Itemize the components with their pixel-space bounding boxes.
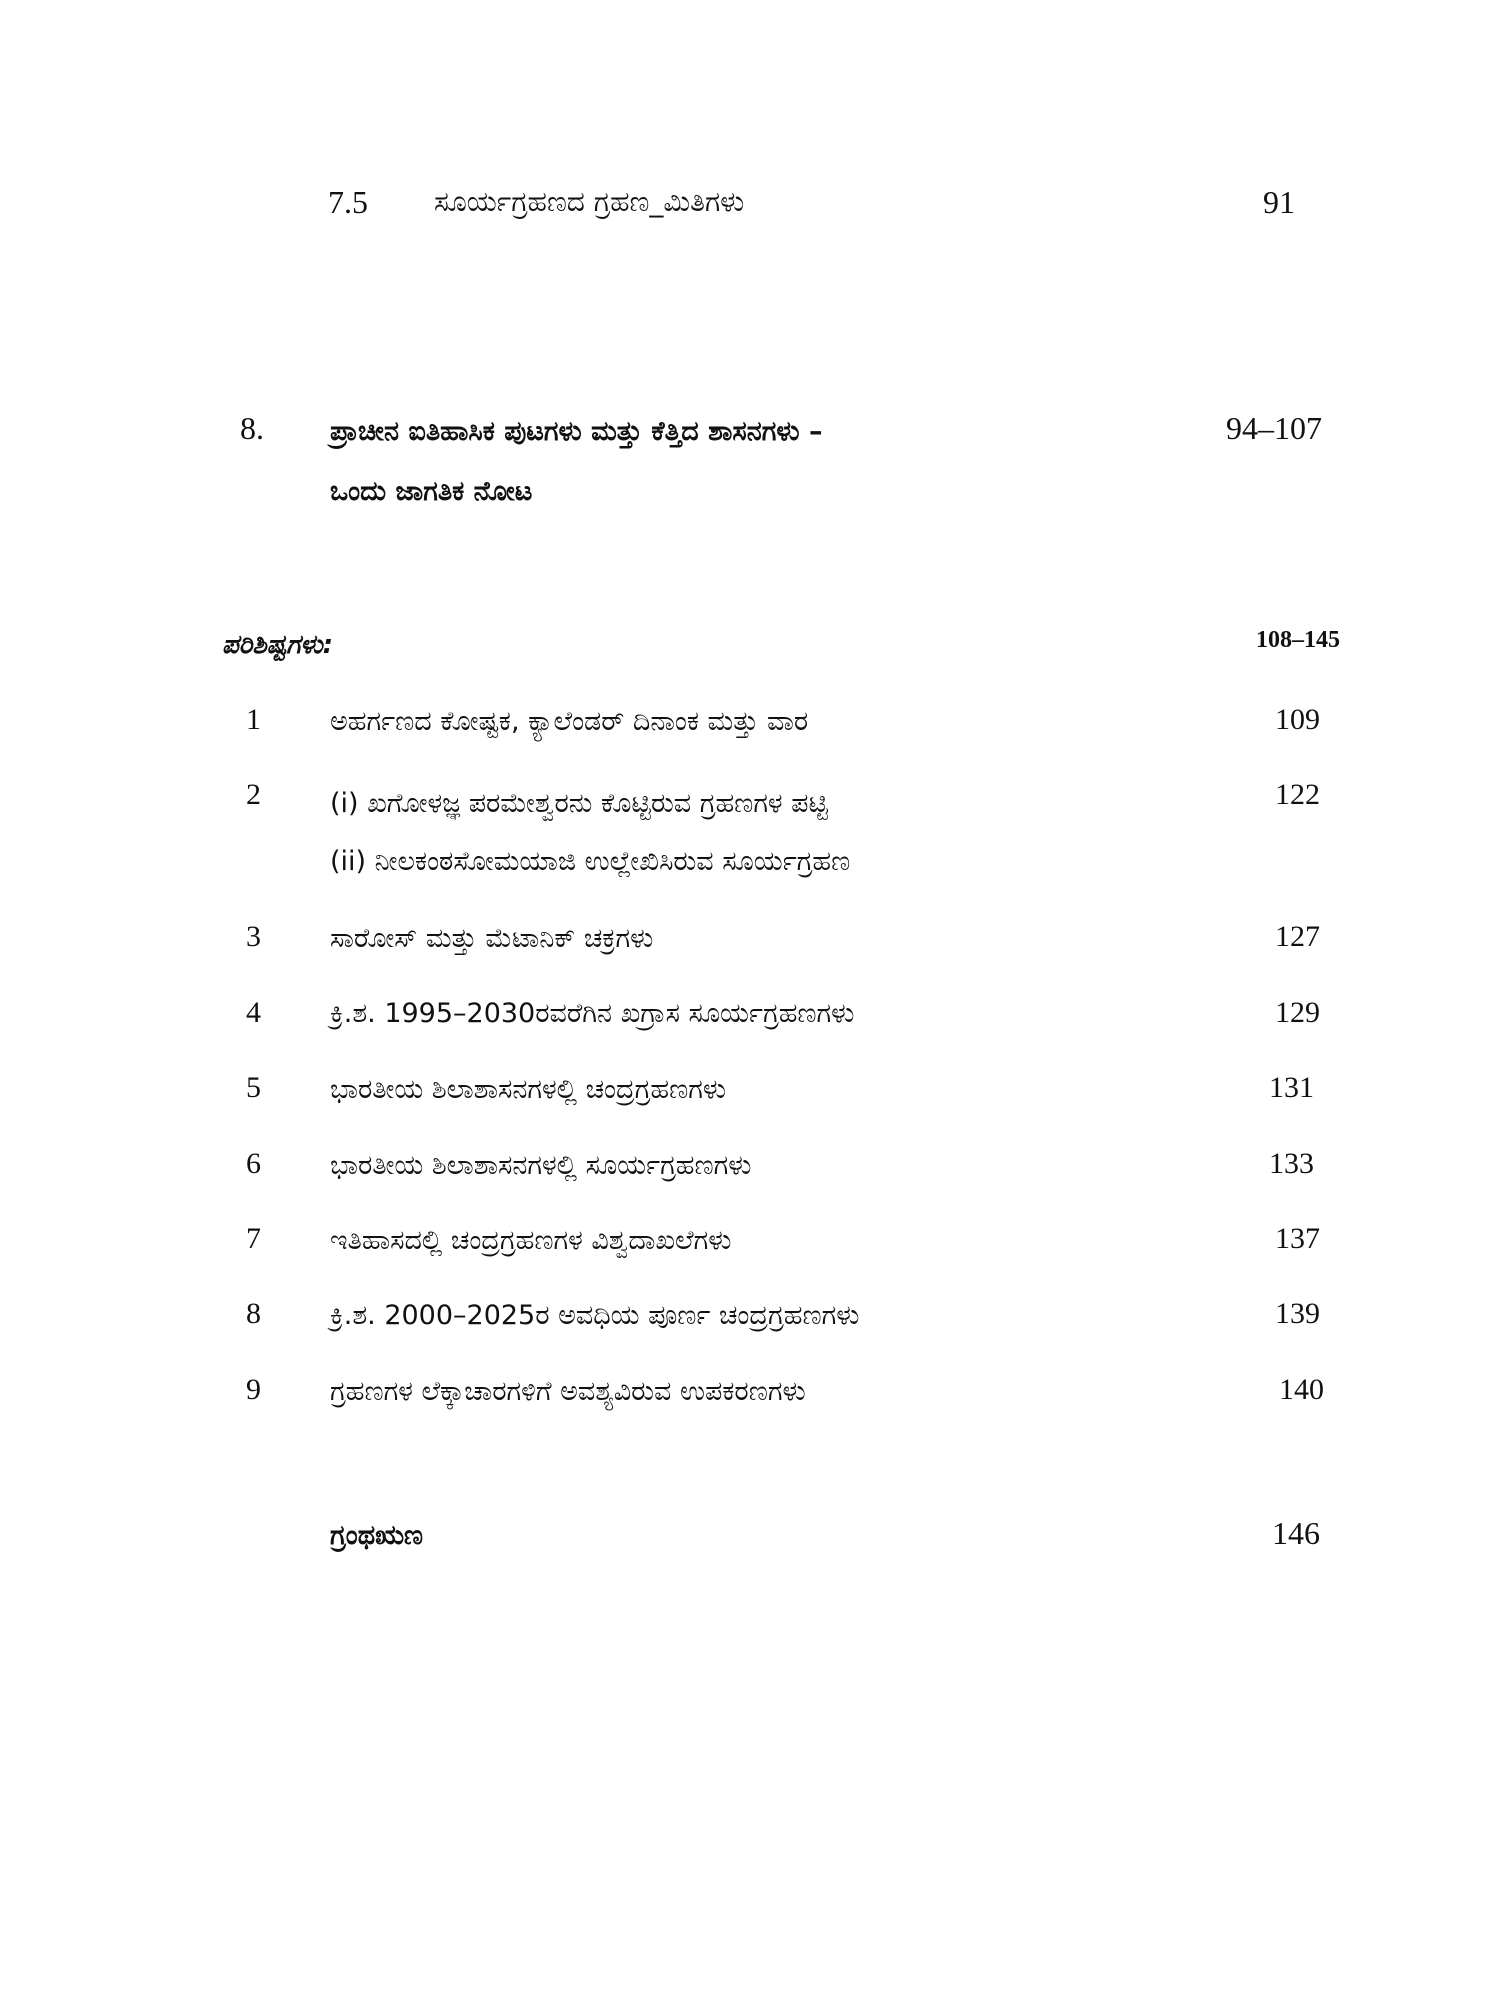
appendix-page: 129 — [1275, 996, 1320, 1029]
bibliography-title: ಗ್ರಂಥಋಣ — [330, 1520, 424, 1551]
appendices-heading: ಪರಿಶಿಷ್ಟಗಳು: — [222, 630, 334, 660]
section-number: 7.5 — [328, 184, 368, 220]
bibliography-page: 146 — [1272, 1515, 1320, 1551]
chapter-title-line2: ಒಂದು ಜಾಗತಿಕ ನೋಟ — [330, 476, 533, 507]
section-title: ಸೂರ್ಯಗ್ರಹಣದ ಗ್ರಹಣ_ಮಿತಿಗಳು — [434, 185, 745, 218]
appendix-number: 9 — [246, 1373, 261, 1406]
appendix-page: 140 — [1279, 1373, 1324, 1406]
appendix-title: (i) ಖಗೋಳಜ್ಞ ಪರಮೇಶ್ವರನು ಕೊಟ್ಟಿರುವ ಗ್ರಹಣಗಳ ಪಟ್ಟಿ — [330, 788, 829, 819]
chapter-number: 8. — [240, 410, 264, 446]
appendix-number: 1 — [246, 703, 261, 736]
appendix-page: 127 — [1275, 920, 1320, 953]
chapter-page: 94–107 — [1226, 410, 1322, 446]
appendix-title-secondary: (ii) ನೀಲಕಂಠಸೋಮಯಾಜಿ ಉಲ್ಲೇಖಿಸಿರುವ ಸೂರ್ಯಗ್ರಹಣ — [330, 846, 851, 877]
appendix-page: 122 — [1275, 778, 1320, 811]
appendix-number: 7 — [246, 1222, 261, 1255]
appendices-page: 108–145 — [1256, 627, 1340, 653]
appendix-title: ಭಾರತೀಯ ಶಿಲಾಶಾಸನಗಳಲ್ಲಿ ಸೂರ್ಯಗ್ರಹಣಗಳು — [330, 1150, 752, 1181]
appendix-title: ಕ್ರಿ.ಶ. 2000–2025ರ ಅವಧಿಯ ಪೂರ್ಣ ಚಂದ್ರಗ್ರಹಣಗಳು — [330, 1300, 860, 1331]
appendix-page: 131 — [1269, 1071, 1314, 1104]
appendix-page: 137 — [1275, 1222, 1320, 1255]
section-page: 91 — [1263, 184, 1295, 220]
appendix-number: 3 — [246, 920, 261, 953]
appendix-number: 6 — [246, 1147, 261, 1180]
appendix-page: 133 — [1269, 1147, 1314, 1180]
appendix-page: 139 — [1275, 1297, 1320, 1330]
appendix-title: ಗ್ರಹಣಗಳ ಲೆಕ್ಕಾಚಾರಗಳಿಗೆ ಅವಶ್ಯವಿರುವ ಉಪಕರಣಗಳು — [330, 1376, 806, 1407]
chapter-title-line1: ಪ್ರಾಚೀನ ಐತಿಹಾಸಿಕ ಪುಟಗಳು ಮತ್ತು ಕೆತ್ತಿದ ಶಾಸನಗಳು – — [330, 416, 823, 447]
appendix-title: ಅಹರ್ಗಣದ ಕೋಷ್ಟಕ, ಕ್ಯಾಲೆಂಡರ್ ದಿನಾಂಕ ಮತ್ತು ವಾರ — [330, 706, 809, 737]
appendix-title: ಇತಿಹಾಸದಲ್ಲಿ ಚಂದ್ರಗ್ರಹಣಗಳ ವಿಶ್ವದಾಖಲೆಗಳು — [330, 1225, 732, 1256]
appendix-title: ಸಾರೋಸ್ ಮತ್ತು ಮೆಟಾನಿಕ್ ಚಕ್ರಗಳು — [330, 923, 654, 954]
appendix-page: 109 — [1275, 703, 1320, 736]
appendix-number: 2 — [246, 778, 261, 811]
appendix-title: ಕ್ರಿ.ಶ. 1995–2030ರವರೆಗಿನ ಖಗ್ರಾಸ ಸೂರ್ಯಗ್ರಹಣಗಳು — [330, 998, 855, 1029]
appendix-number: 8 — [246, 1297, 261, 1330]
appendix-title: ಭಾರತೀಯ ಶಿಲಾಶಾಸನಗಳಲ್ಲಿ ಚಂದ್ರಗ್ರಹಣಗಳು — [330, 1074, 727, 1105]
appendix-number: 4 — [246, 996, 261, 1029]
appendix-number: 5 — [246, 1071, 261, 1104]
